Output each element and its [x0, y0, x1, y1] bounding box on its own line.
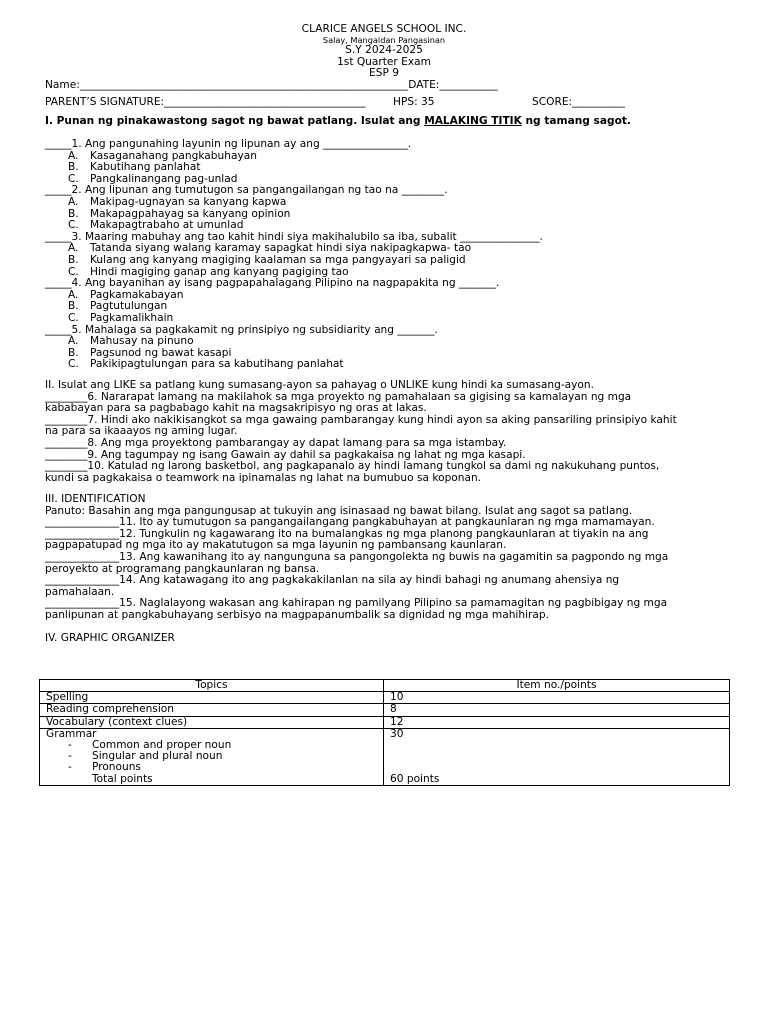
subject-title: ESP 9	[369, 66, 399, 79]
option-text: Pakikipagtulungan para sa kabutihang panlahat	[90, 358, 344, 371]
option-letter: A.	[68, 149, 79, 162]
like-item-line: ________8. Ang mga proyektong pambarangay ay dapat lamang para sa mga istambay.	[45, 436, 507, 449]
part2-section	[45, 380, 735, 484]
like-item-line: kababayan para sa pagbabago kahit na magsakripisyo ng oras at lakas.	[45, 402, 427, 415]
option-text: Makapagtrabaho at umunlad	[90, 219, 244, 232]
like-item-line: ________6. Nararapat lamang na makilahok sa mga proyekto ng pamahalaan sa gigising sa kamalayan ng mga	[45, 390, 632, 403]
part3-title: III. IDENTIFICATION	[45, 493, 146, 505]
option-text: Pagkamalikhain	[90, 311, 174, 324]
hps-label: HPS: 35	[393, 96, 435, 108]
option-text: Makapagpahayag sa kanyang opinion	[90, 207, 291, 220]
identification-line: peroyekto at programang pangkaunlaran ng bansa.	[45, 562, 320, 575]
option-text: Kasaganahang pangkabuhayan	[90, 149, 257, 162]
option-letter: C.	[68, 172, 79, 185]
identification-line: ______________13. Ang kawanihang ito ay nangunguna sa pangongolekta ng buwis na gagamitin sa pagpondo ng mga	[45, 550, 669, 563]
topic-cell	[40, 728, 384, 785]
score-field[interactable]: SCORE:__________	[532, 96, 626, 108]
points-cell	[384, 728, 730, 785]
option-text: Pagsunod ng bawat kasapi	[90, 346, 232, 359]
school-name: CLARICE ANGELS SCHOOL INC.	[301, 23, 467, 35]
identification-line: panlipunan at pangkabuhayang serbisyo na magpapanumbalik sa dignidad ng mga mahihirap.	[45, 608, 549, 621]
option-text: Pagtutulungan	[90, 300, 168, 313]
topics-header: Topics	[40, 680, 384, 692]
subitem-text: Singular and plural noun	[92, 750, 223, 763]
dash-bullet: -	[68, 739, 72, 752]
option-text: Kabutihang panlahat	[90, 161, 201, 174]
identification-line: pamahalaan.	[45, 585, 115, 598]
option-letter: A.	[68, 195, 79, 208]
grammar-label: Grammar	[46, 727, 97, 740]
total-label: Total points	[92, 772, 153, 785]
option-letter: A.	[68, 288, 79, 301]
option-text: Pagkamakabayan	[90, 288, 184, 301]
option-text: Kulang ang kanyang magiging kaalaman sa mga pangyayari sa paligid	[90, 253, 466, 266]
dash-bullet: -	[68, 750, 72, 763]
subitem-text: Pronouns	[92, 761, 141, 774]
like-item-line: na para sa ikaaayos ng aming lugar.	[45, 425, 238, 438]
topic-cell: Vocabulary (context clues)	[40, 716, 384, 728]
option-letter: A.	[68, 242, 79, 255]
like-item-line: ________10. Katulad ng larong basketbol, ang pagkapanalo ay hindi lamang tungkol sa dami ng nakukuhang puntos,	[45, 460, 660, 473]
table-header-row	[40, 680, 730, 692]
subitem-text: Common and proper noun	[92, 739, 232, 752]
part2-title: II. Isulat ang LIKE sa patlang kung sumasang-ayon sa pahayag o UNLIKE kung hindi ka sumasang-ayon.	[45, 379, 594, 391]
option-text: Makipag-ugnayan sa kanyang kapwa	[90, 195, 287, 208]
grammar-subitem	[46, 762, 383, 773]
topic-cell: Reading comprehension	[40, 704, 384, 716]
question-5: _____5. Mahalaga sa pagkakamit ng prinsipiyo ng subsidiarity ang _______.	[45, 323, 438, 336]
table-row	[40, 692, 730, 704]
option-letter: B.	[68, 253, 79, 266]
option[interactable]	[45, 313, 735, 325]
option-letter: B.	[68, 207, 79, 220]
option[interactable]	[45, 359, 735, 371]
name-date-row	[45, 80, 498, 92]
name-field[interactable]: Name:______________________________________________________________	[45, 79, 409, 91]
option-letter: C.	[68, 265, 79, 278]
points-header: Item no./points	[384, 680, 730, 692]
option-letter: B.	[68, 161, 79, 174]
option[interactable]	[45, 220, 735, 232]
table-row	[40, 716, 730, 728]
total-value: 60 points	[390, 772, 440, 785]
part4-title: IV. GRAPHIC ORGANIZER	[45, 632, 175, 644]
topics-table	[39, 679, 730, 786]
points-cell: 12	[384, 716, 730, 728]
topic-cell: Spelling	[40, 692, 384, 704]
like-item-line: ________9. Ang tagumpay ng isang Gawain ay dahil sa pagkakaisa ng lahat ng mga kasapi.	[45, 448, 526, 461]
school-address: Salay, Mangaldan Pangasinan	[322, 35, 446, 46]
date-field[interactable]: DATE:___________	[408, 79, 498, 91]
points-cell: 10	[384, 692, 730, 704]
option-letter: B.	[68, 346, 79, 359]
option-text: Mahusay na pinuno	[90, 335, 194, 348]
option-letter: B.	[68, 300, 79, 313]
exam-title: 1st Quarter Exam	[337, 55, 431, 68]
option-letter: A.	[68, 335, 79, 348]
exam-header	[0, 24, 768, 79]
like-item-line: kundi sa pagkakaisa o teamwork na ipinamalas ng lahat na bumubuo sa koponan.	[45, 471, 482, 484]
school-year: S.Y 2024-2025	[345, 44, 423, 57]
part1-title-a: I. Punan ng pinakawastong sagot ng bawat patlang. Isulat ang	[45, 115, 425, 127]
signature-row	[45, 97, 365, 109]
question-1: _____1. Ang pangunahing layunin ng lipunan ay ang ________________.	[45, 138, 412, 150]
part3-instructions: Panuto: Basahin ang mga pangungusap at tukuyin ang isinasaad ng bawat bilang. Isulat ang sagot sa patlang.	[45, 504, 633, 517]
table-row	[40, 704, 730, 716]
question-3: _____3. Maaring mabuhay ang tao kahit hindi siya makihalubilo sa iba, subalit _______________.	[45, 230, 543, 243]
option-text: Hindi magiging ganap ang kanyang pagiging tao	[90, 265, 349, 278]
identification-line: ______________14. Ang katawagang ito ang pagkakakilanlan na sila ay hindi bahagi ng anumang ahensiya ng	[45, 574, 620, 587]
identification-line: pagpapatupad ng mga ito ay makatutugon sa mga layunin ng pambansang kaunlaran.	[45, 539, 507, 552]
option-letter: C.	[68, 219, 79, 232]
grammar-points: 30	[390, 727, 404, 740]
dash-bullet: -	[68, 761, 72, 774]
like-item-line: ________7. Hindi ako nakikisangkot sa mga gawaing pambarangay kung hindi ayon sa aking pansariling prinsipiyo kahit	[45, 413, 677, 426]
option-text: Tatanda siyang walang karamay sapagkat hindi siya nakipagkapwa- tao	[90, 242, 472, 255]
identification-line: ______________15. Naglalayong wakasan ang kahirapan ng pamilyang Pilipino sa pamamagitan ng pagbibigay ng mga	[45, 597, 668, 610]
option-letter: C.	[68, 311, 79, 324]
question-2: _____2. Ang lipunan ang tumutugon sa pangangailangan ng tao na ________.	[45, 184, 448, 197]
part1-title	[45, 116, 631, 128]
identification-line: ______________11. Ito ay tumutugon sa pangangailangang pangkabuhayan at pangkaunlaran ng mga mamamayan.	[45, 516, 655, 529]
identification-line: ______________12. Tungkulin ng kagawarang ito na bumalangkas ng mga planong pangkaunlaran at tiyakin na ang	[45, 527, 649, 540]
points-cell: 8	[384, 704, 730, 716]
table-row-grammar	[40, 728, 730, 785]
part3-section	[45, 494, 735, 622]
part1-title-emphasis: MALAKING TITIK	[424, 115, 522, 127]
part1-questions	[45, 139, 735, 371]
question-4: _____4. Ang bayanihan ay isang pagpapahalagang Pilipino na nagpapakita ng _______.	[45, 277, 500, 290]
part1-title-c: ng tamang sagot.	[521, 115, 631, 127]
spacer	[390, 740, 729, 774]
parent-signature-field[interactable]: PARENT’S SIGNATURE:______________________________________	[45, 96, 366, 108]
option-text: Pangkalinangang pag-unlad	[90, 172, 238, 185]
option-letter: C.	[68, 358, 79, 371]
